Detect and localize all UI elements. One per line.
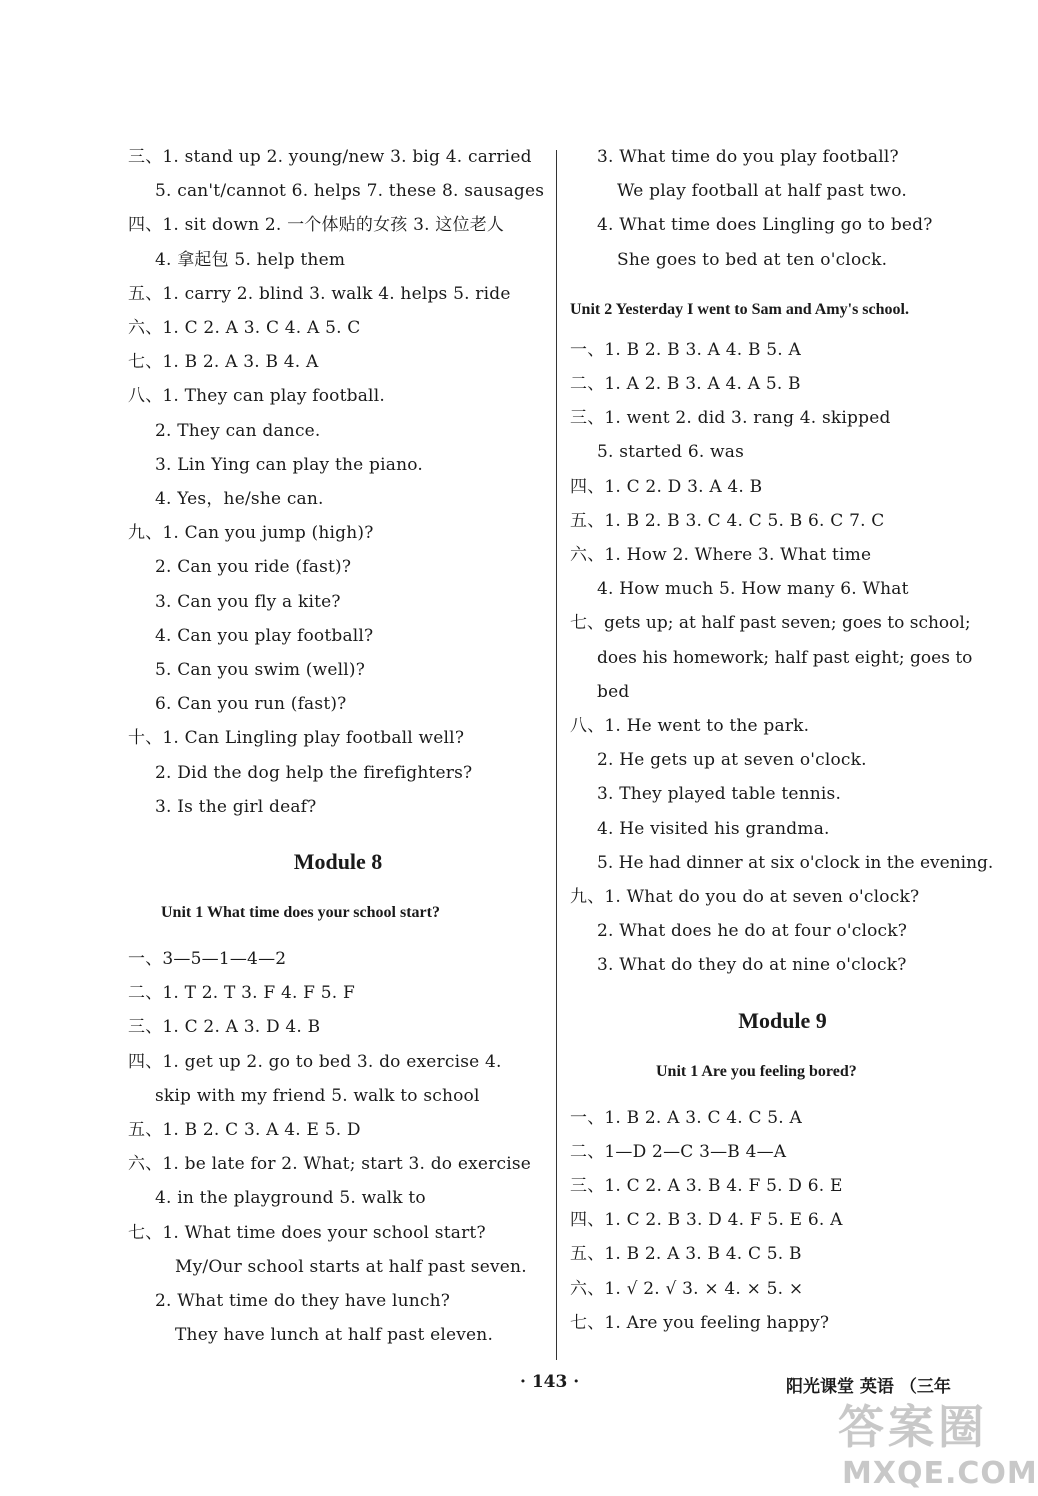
answer-line: 二、1. A 2. B 3. A 4. A 5. B (570, 374, 801, 395)
answer-line: 三、1. went 2. did 3. rang 4. skipped (570, 408, 891, 429)
answer-line: She goes to bed at ten o'clock. (617, 249, 888, 270)
page-footer (0, 1372, 1000, 1402)
answer-line: 3. They played table tennis. (597, 784, 842, 805)
answer-line: 一、1. B 2. A 3. C 4. C 5. A (570, 1107, 802, 1128)
answer-line: 六、1. C 2. A 3. C 4. A 5. C (128, 318, 361, 339)
answer-line: 五、1. B 2. B 3. C 4. C 5. B 6. C 7. C (570, 510, 885, 531)
answer-line: 七、gets up; at half past seven; goes to school; (570, 613, 971, 634)
module-8-unit-2-answers (570, 333, 995, 983)
right-column (570, 140, 995, 1340)
answer-line: 四、1. get up 2. go to bed 3. do exercise 4. (128, 1051, 502, 1072)
module-8-title: Module 8 (293, 849, 383, 875)
answer-line: 九、1. What do you do at seven o'clock? (570, 887, 920, 908)
answer-line: 三、1. C 2. A 3. B 4. F 5. D 6. E (570, 1176, 843, 1197)
watermark-logo: 答案圈 (838, 1400, 988, 1454)
answer-line: does his homework; half past eight; goes to (597, 647, 973, 668)
answer-line: 五、1. B 2. A 3. B 4. C 5. B (570, 1244, 802, 1265)
answer-line: 六、1. How 2. Where 3. What time (570, 545, 872, 566)
answer-line: 2. What does he do at four o'clock? (597, 921, 908, 942)
answer-line: 4. What time does Lingling go to bed? (597, 215, 933, 236)
unit-title: Unit 1 Are you feeling bored? (656, 1062, 857, 1080)
answer-line: 六、1. be late for 2. What; start 3. do exercise (128, 1154, 532, 1175)
answer-line: 八、1. They can play football. (128, 386, 385, 407)
answer-line: 3. What do they do at nine o'clock? (597, 955, 907, 976)
left-column (128, 140, 548, 1353)
book-title: 阳光课堂 英语 （三年 (786, 1377, 951, 1397)
module-8-unit-1-answers (128, 942, 548, 1352)
answer-line: 5. can't/cannot 6. helps 7. these 8. sausages (155, 181, 545, 202)
answer-line: My/Our school starts at half past seven. (175, 1256, 527, 1277)
answer-line: 一、1. B 2. B 3. A 4. B 5. A (570, 339, 801, 360)
answer-line: 五、1. carry 2. blind 3. walk 4. helps 5. ride (128, 283, 511, 304)
answer-line: 5. He had dinner at six o'clock in the evening. (597, 852, 994, 873)
answer-line: 三、1. stand up 2. young/new 3. big 4. carried (128, 147, 532, 167)
answer-line: 2. He gets up at seven o'clock. (597, 750, 867, 771)
answer-line: 九、1. Can you jump (high)? (128, 523, 374, 544)
answer-line: 3. Lin Ying can play the piano. (155, 454, 423, 475)
module-9-unit-1-answers (570, 1101, 995, 1340)
answer-line: 一、3—5—1—4—2 (128, 949, 287, 970)
answer-line: 十、1. Can Lingling play football well? (128, 728, 465, 749)
answer-line: 5. started 6. was (597, 442, 745, 463)
answer-line: 4. 拿起包 5. help them (155, 249, 346, 270)
answer-line: 八、1. He went to the park. (570, 716, 810, 737)
answer-line: 3. Is the girl deaf? (155, 796, 317, 817)
answer-line: 四、1. sit down 2. 一个体贴的女孩 3. 这位老人 (128, 215, 505, 236)
module-9-title: Module 9 (738, 1007, 827, 1033)
watermark-text: MXQE.COM (842, 1456, 1038, 1491)
answer-line: 4. in the playground 5. walk to (155, 1188, 426, 1209)
answer-line: skip with my friend 5. walk to school (155, 1085, 480, 1106)
answer-line: 5. Can you swim (well)? (155, 660, 366, 681)
answer-line: 七、1. B 2. A 3. B 4. A (128, 352, 319, 373)
answer-line: bed (597, 681, 630, 702)
answer-line: 4. He visited his grandma. (597, 818, 830, 839)
answer-line: 4. Yes，he/she can. (155, 489, 324, 510)
unit-title: Unit 1 What time does your school start? (161, 904, 440, 922)
answer-line: 2. What time do they have lunch? (155, 1291, 451, 1312)
watermark (838, 1400, 1038, 1492)
answer-line: 二、1. T 2. T 3. F 4. F 5. F (128, 983, 355, 1004)
answer-line: 2. They can dance. (155, 420, 321, 441)
answer-line: 七、1. Are you feeling happy? (570, 1312, 830, 1333)
answer-line: 3. What time do you play football? (597, 147, 899, 167)
unit-title: Unit 2 Yesterday I went to Sam and Amy's school. (570, 300, 909, 318)
answer-line: 四、1. C 2. B 3. D 4. F 5. E 6. A (570, 1210, 843, 1231)
column-divider (556, 150, 557, 1360)
answer-line: 三、1. C 2. A 3. D 4. B (128, 1017, 321, 1038)
answer-line: 六、1. √ 2. √ 3. × 4. × 5. × (570, 1278, 804, 1299)
answer-line: 3. Can you fly a kite? (155, 591, 341, 612)
page-number: · 143 · (520, 1372, 580, 1392)
answer-line: 2. Did the dog help the firefighters? (155, 762, 473, 783)
answer-line: 四、1. C 2. D 3. A 4. B (570, 476, 763, 497)
answer-line: 4. How much 5. How many 6. What (597, 579, 909, 600)
answer-line: 七、1. What time does your school start? (128, 1222, 486, 1243)
answer-line: 五、1. B 2. C 3. A 4. E 5. D (128, 1120, 361, 1141)
answer-line: 4. Can you play football? (155, 625, 374, 646)
answer-line: They have lunch at half past eleven. (175, 1325, 494, 1346)
answer-line: 6. Can you run (fast)? (155, 694, 347, 715)
answer-line: 二、1—D 2—C 3—B 4—A (570, 1141, 787, 1162)
answer-line: We play football at half past two. (617, 181, 907, 202)
answer-line: 2. Can you ride (fast)? (155, 557, 352, 578)
